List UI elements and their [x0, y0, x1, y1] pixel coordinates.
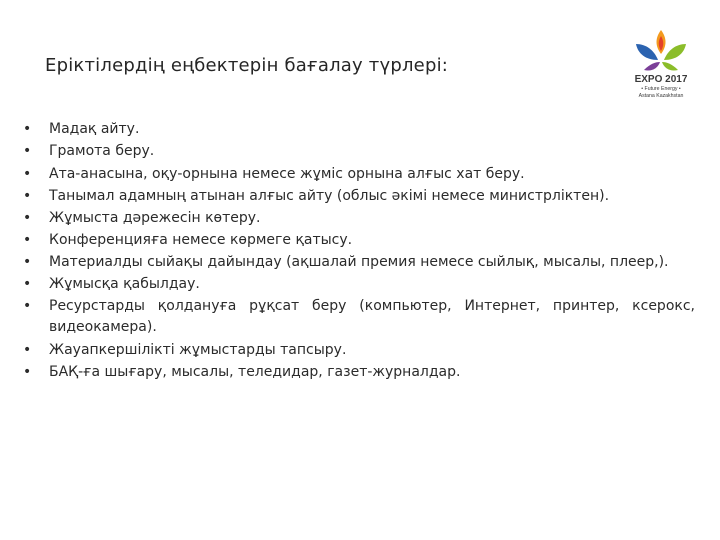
logo-petal-bottom-right: [662, 62, 678, 71]
list-item: [23, 361, 695, 383]
logo-text-line2: • Future Energy •: [641, 86, 681, 92]
list-item: [23, 163, 695, 185]
logo-petal-bottom-left: [644, 62, 660, 71]
list-item: [23, 140, 695, 162]
list-item: [23, 185, 695, 207]
list-item-text: Мадақ айту.: [49, 121, 140, 137]
expo-2017-logo: [622, 24, 700, 102]
list-item-text: Ата-анасына, оқу-орнына немесе жұміс орнына алғыс хат беру.: [49, 165, 525, 182]
bullet-icon: •: [23, 297, 32, 314]
list-item-text: Конференцияға немесе көрмеге қатысу.: [49, 232, 353, 249]
logo-petal-right: [664, 44, 686, 60]
logo-text-line1: EXPO 2017: [634, 74, 688, 85]
list-item: [23, 118, 695, 140]
logo-text-line3: Astana Kazakhstan: [638, 93, 684, 99]
bullet-icon: •: [23, 143, 32, 160]
list-item-text: БАҚ-ға шығару, мысалы, теледидар, газет-журналдар.: [49, 363, 461, 380]
list-item: [23, 229, 695, 251]
logo-petal-left: [636, 44, 658, 60]
list-item: [23, 252, 695, 274]
bullet-icon: •: [23, 232, 32, 249]
list-item-text: Жұмыста дәрежесін көтеру.: [49, 210, 261, 227]
list-item-text: Танымал адамның атынан алғыс айту (облыс әкімі немесе министрліктен).: [49, 187, 610, 204]
list-item-text: Грамота беру.: [49, 143, 155, 160]
list-item-text: Материалды сыйақы дайындау (ақшалай премия немесе сыйлық, мысалы, плеер,).: [49, 253, 669, 270]
bullet-icon: •: [23, 165, 32, 182]
slide-title: Еріктілердің еңбектерін бағалау түрлері:: [45, 55, 449, 76]
bullet-list: [23, 118, 695, 383]
bullet-icon: •: [23, 210, 32, 227]
list-item: [23, 273, 695, 295]
bullet-icon: •: [23, 363, 32, 380]
bullet-icon: •: [23, 276, 32, 293]
bullet-icon: •: [23, 341, 32, 358]
list-item-text: Жауапкершілікті жұмыстарды тапсыру.: [49, 341, 347, 358]
bullet-icon: •: [23, 253, 32, 270]
list-item: [23, 207, 695, 229]
bullet-icon: •: [23, 121, 32, 137]
bullet-icon: •: [23, 187, 32, 204]
list-item: [23, 339, 695, 361]
list-item-text: Жұмысқа қабылдау.: [49, 276, 200, 293]
list-item-text: Ресурстарды қолдануға рұқсат беру (компьютер, Интернет, принтер, ксерокс, видеокамера).: [49, 297, 695, 336]
list-item: [23, 296, 695, 339]
